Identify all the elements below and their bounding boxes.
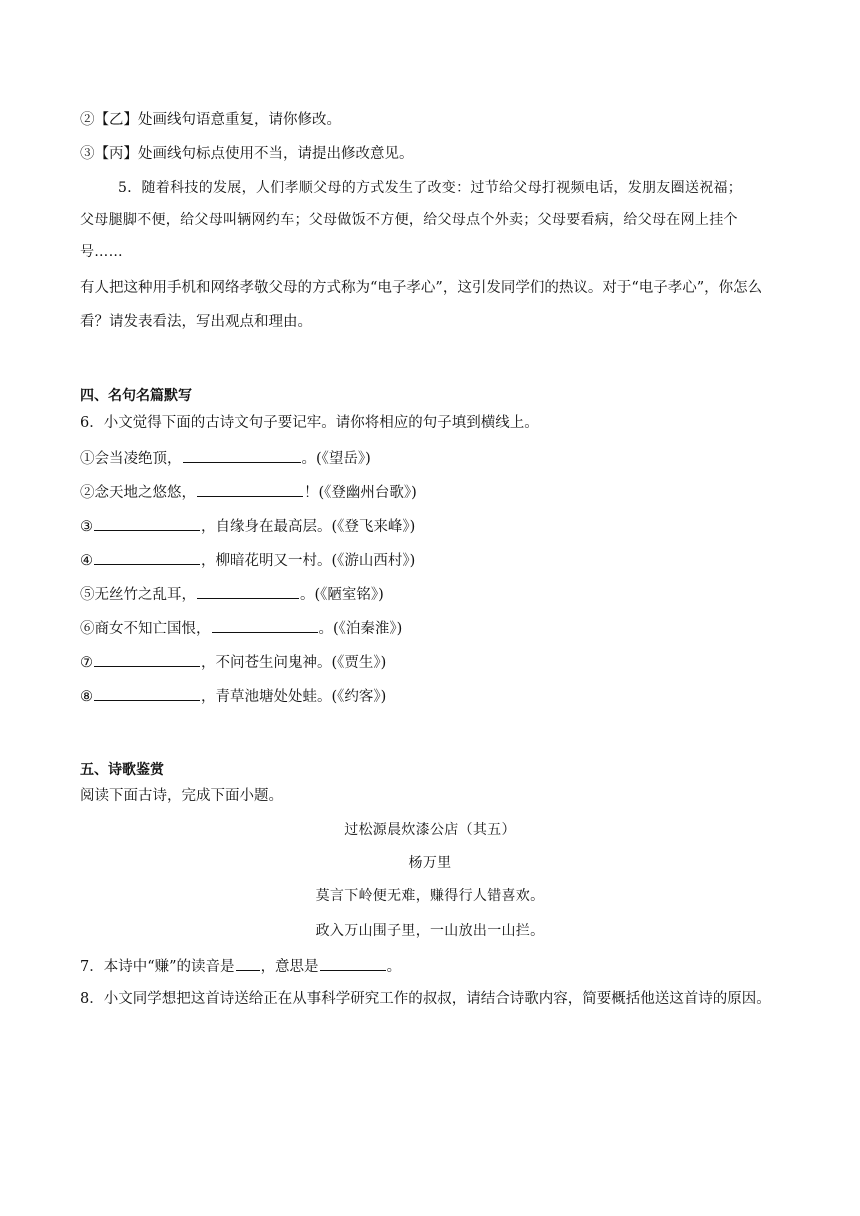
q7-suffix: 。 xyxy=(386,959,402,975)
item-suffix: 。(《陋室铭》) xyxy=(300,587,384,603)
fill-blank[interactable] xyxy=(197,481,303,497)
item-suffix: ，不问苍生问鬼神。(《贾生》) xyxy=(201,655,387,671)
item-prefix: ⑤无丝竹之乱耳， xyxy=(80,587,196,603)
poem-title: 过松源晨炊漆公店（其五） xyxy=(344,822,516,838)
item-prefix: ①会当凌绝顶， xyxy=(80,451,182,467)
q5-line-2: 父母腿脚不便，给父母叫辆网约车；父母做饭不方便，给父母点个外卖；父母要看病，给父母在网上挂个 xyxy=(80,212,738,228)
fill-blank[interactable] xyxy=(94,685,200,701)
fill-blank-meaning[interactable] xyxy=(320,955,386,971)
q6-stem: 6．小文觉得下面的古诗文句子要记牢。请你将相应的句子填到横线上。 xyxy=(80,415,539,431)
q6-item-4 xyxy=(80,549,415,571)
poem-verse-1: 莫言下岭便无难，赚得行人错喜欢。 xyxy=(315,888,545,904)
item-suffix: ，自缘身在最高层。(《登飞来峰》) xyxy=(201,519,416,535)
q5-line-4: 有人把这种用手机和网络孝敬父母的方式称为“电子孝心”，这引发同学们的热议。对于“电子孝心”，你怎么 xyxy=(80,280,763,296)
fill-blank[interactable] xyxy=(183,447,301,463)
item-prefix: ③ xyxy=(80,519,93,535)
item-prefix: ⑦ xyxy=(80,655,93,671)
item-prefix: ⑧ xyxy=(80,689,93,705)
item-suffix: ，青草池塘处处蛙。(《约客》) xyxy=(201,689,387,705)
item-suffix: ！(《登幽州台歌》) xyxy=(304,485,417,501)
fill-blank-pronunciation[interactable] xyxy=(236,955,260,971)
poem-author: 杨万里 xyxy=(408,855,452,871)
section-5-intro: 阅读下面古诗，完成下面小题。 xyxy=(80,788,283,804)
item-suffix: 。(《望岳》) xyxy=(301,451,371,467)
q5-line-3: 号…… xyxy=(80,244,123,260)
item-suffix: 。(《泊秦淮》) xyxy=(318,621,403,637)
fill-blank[interactable] xyxy=(94,549,200,565)
section-4-title: 四、名句名篇默写 xyxy=(80,388,192,404)
poem-verse-2: 政入万山围子里，一山放出一山拦。 xyxy=(315,923,545,939)
q7 xyxy=(80,955,401,977)
item-prefix: ④ xyxy=(80,553,93,569)
section-5-title: 五、诗歌鉴赏 xyxy=(80,762,164,778)
fill-blank[interactable] xyxy=(197,583,299,599)
q5-line-5: 看？请发表看法，写出观点和理由。 xyxy=(80,314,312,330)
q7-prefix: 7．本诗中“赚”的读音是 xyxy=(80,959,235,975)
q6-item-6 xyxy=(80,617,402,639)
q6-item-3 xyxy=(80,515,415,537)
q6-item-5 xyxy=(80,583,384,605)
fill-blank[interactable] xyxy=(94,515,200,531)
q6-item-1 xyxy=(80,447,371,469)
fill-blank[interactable] xyxy=(94,651,200,667)
q6-item-2 xyxy=(80,481,417,503)
q5-line-1: 5．随着科技的发展，人们孝顺父母的方式发生了改变：过节给父母打视频电话，发朋友圈送祝福； xyxy=(118,180,743,196)
item-suffix: ，柳暗花明又一村。(《游山西村》) xyxy=(201,553,416,569)
q4-item-2: ②【乙】处画线句语意重复，请你修改。 xyxy=(80,112,341,128)
item-prefix: ②念天地之悠悠， xyxy=(80,485,196,501)
item-prefix: ⑥商女不知亡国恨， xyxy=(80,621,211,637)
q8: 8．小文同学想把这首诗送给正在从事科学研究工作的叔叔，请结合诗歌内容，简要概括他送这首诗的原因。 xyxy=(80,991,771,1007)
q7-middle: ，意思是 xyxy=(260,959,319,975)
q6-item-7 xyxy=(80,651,386,673)
fill-blank[interactable] xyxy=(212,617,318,633)
q6-item-8 xyxy=(80,685,386,707)
q4-item-3: ③【丙】处画线句标点使用不当，请提出修改意见。 xyxy=(80,146,414,162)
